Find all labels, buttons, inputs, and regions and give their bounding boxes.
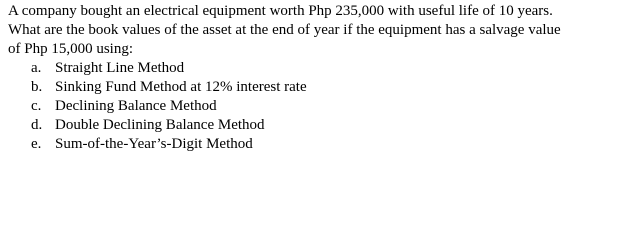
choice-text: Sum-of-the-Year’s-Digit Method	[55, 136, 253, 152]
list-item	[8, 116, 613, 135]
list-item	[8, 78, 613, 97]
list-item	[8, 97, 613, 116]
problem-line-2: What are the book values of the asset at the end of year if the equipment has a salvage value	[8, 22, 561, 38]
problem-line-1: A company bought an electrical equipment worth Php 235,000 with useful life of 10 years.	[8, 3, 553, 19]
choice-text: Declining Balance Method	[55, 98, 217, 114]
choice-letter: d.	[31, 117, 43, 133]
choice-letter: a.	[31, 60, 42, 76]
problem-line-3: of Php 15,000 using:	[8, 41, 134, 57]
choice-letter: e.	[31, 136, 42, 152]
choice-text: Sinking Fund Method at 12% interest rate	[55, 79, 307, 95]
choice-text: Double Declining Balance Method	[55, 117, 265, 133]
choice-letter: b.	[31, 79, 43, 95]
choice-letter: c.	[31, 98, 42, 114]
document-body	[8, 2, 613, 154]
list-item	[8, 135, 613, 154]
list-item	[8, 59, 613, 78]
choices-list	[8, 59, 613, 154]
choice-text: Straight Line Method	[55, 60, 185, 76]
problem-statement	[8, 2, 613, 59]
